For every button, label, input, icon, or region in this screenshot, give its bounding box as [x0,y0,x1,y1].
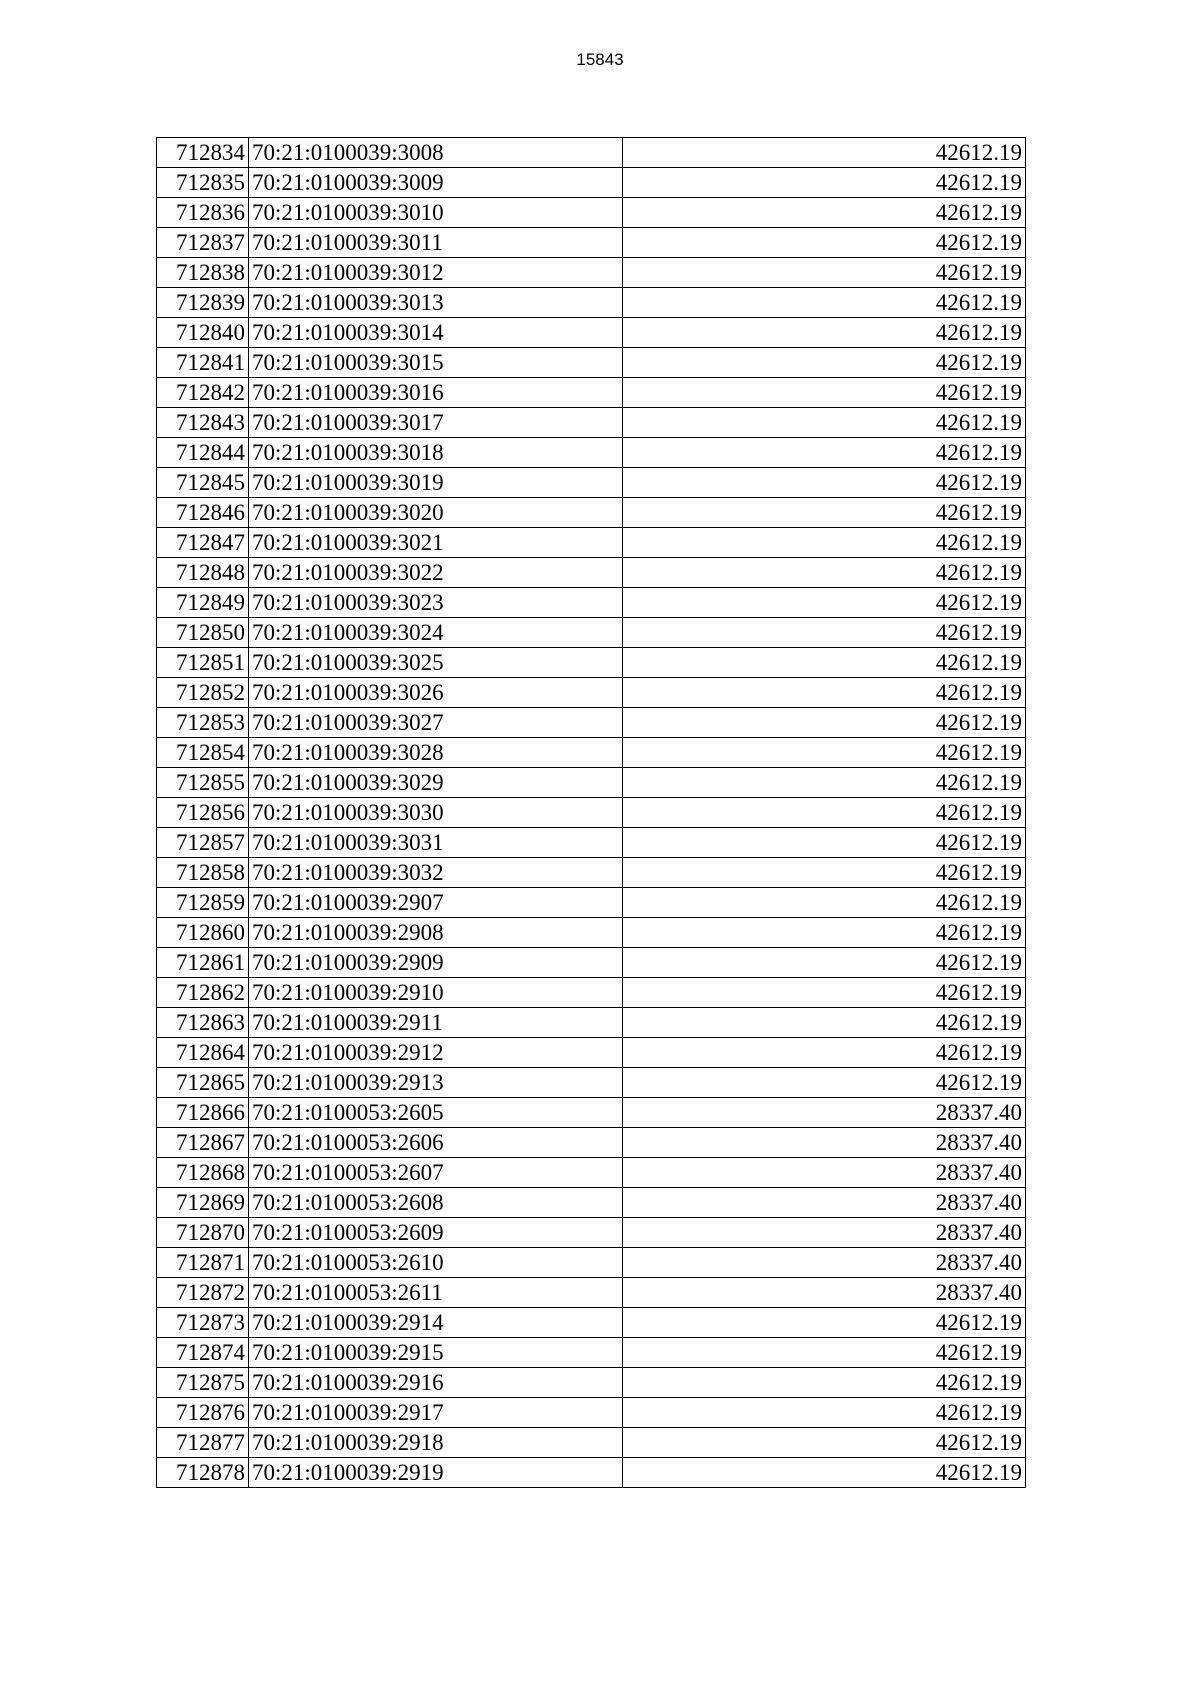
table-row [157,708,1026,738]
table-row [157,288,1026,318]
row-number-cell: 712837 [157,228,249,258]
table-row [157,1008,1026,1038]
table-row [157,1428,1026,1458]
value-cell: 42612.19 [623,738,1026,768]
value-cell: 42612.19 [623,918,1026,948]
table-row [157,1158,1026,1188]
cadastral-number-cell: 70:21:0100053:2606 [249,1128,623,1158]
cadastral-number-cell: 70:21:0100039:2917 [249,1398,623,1428]
table-row [157,1308,1026,1338]
row-number-cell: 712869 [157,1188,249,1218]
row-number-cell: 712864 [157,1038,249,1068]
cadastral-number-cell: 70:21:0100039:3016 [249,378,623,408]
cadastral-number-cell: 70:21:0100039:3010 [249,198,623,228]
cadastral-number-cell: 70:21:0100039:3017 [249,408,623,438]
cadastral-number-cell: 70:21:0100039:3032 [249,858,623,888]
table-row [157,858,1026,888]
row-number-cell: 712862 [157,978,249,1008]
table-row [157,618,1026,648]
table-row [157,678,1026,708]
value-cell: 42612.19 [623,288,1026,318]
value-cell: 28337.40 [623,1188,1026,1218]
value-cell: 42612.19 [623,708,1026,738]
table-row [157,1368,1026,1398]
cadastral-number-cell: 70:21:0100039:3015 [249,348,623,378]
cadastral-number-cell: 70:21:0100039:3009 [249,168,623,198]
cadastral-number-cell: 70:21:0100039:3028 [249,738,623,768]
cadastral-number-cell: 70:21:0100039:3027 [249,708,623,738]
table-row [157,1038,1026,1068]
table-row [157,1278,1026,1308]
row-number-cell: 712872 [157,1278,249,1308]
row-number-cell: 712845 [157,468,249,498]
row-number-cell: 712874 [157,1338,249,1368]
value-cell: 42612.19 [623,1338,1026,1368]
row-number-cell: 712855 [157,768,249,798]
row-number-cell: 712861 [157,948,249,978]
row-number-cell: 712867 [157,1128,249,1158]
row-number-cell: 712848 [157,558,249,588]
row-number-cell: 712850 [157,618,249,648]
cadastral-number-cell: 70:21:0100039:3018 [249,438,623,468]
table-row [157,1248,1026,1278]
row-number-cell: 712838 [157,258,249,288]
cadastral-number-cell: 70:21:0100039:3026 [249,678,623,708]
table-row [157,1098,1026,1128]
cadastral-number-cell: 70:21:0100053:2608 [249,1188,623,1218]
cadastral-number-cell: 70:21:0100039:3025 [249,648,623,678]
cadastral-number-cell: 70:21:0100039:2912 [249,1038,623,1068]
row-number-cell: 712846 [157,498,249,528]
row-number-cell: 712841 [157,348,249,378]
value-cell: 42612.19 [623,198,1026,228]
table-row [157,468,1026,498]
table-row [157,498,1026,528]
row-number-cell: 712851 [157,648,249,678]
row-number-cell: 712875 [157,1368,249,1398]
value-cell: 28337.40 [623,1158,1026,1188]
value-cell: 42612.19 [623,648,1026,678]
value-cell: 42612.19 [623,558,1026,588]
value-cell: 42612.19 [623,618,1026,648]
cadastral-number-cell: 70:21:0100039:2915 [249,1338,623,1368]
table-row [157,378,1026,408]
table-row [157,798,1026,828]
cadastral-number-cell: 70:21:0100039:3030 [249,798,623,828]
cadastral-number-cell: 70:21:0100039:2918 [249,1428,623,1458]
cadastral-number-cell: 70:21:0100039:3029 [249,768,623,798]
value-cell: 42612.19 [623,1368,1026,1398]
value-cell: 42612.19 [623,318,1026,348]
cadastral-number-cell: 70:21:0100039:3013 [249,288,623,318]
row-number-cell: 712854 [157,738,249,768]
value-cell: 42612.19 [623,498,1026,528]
table-row [157,408,1026,438]
table-row [157,828,1026,858]
table-row [157,1218,1026,1248]
value-cell: 42612.19 [623,378,1026,408]
table-row [157,168,1026,198]
value-cell: 42612.19 [623,798,1026,828]
row-number-cell: 712839 [157,288,249,318]
row-number-cell: 712877 [157,1428,249,1458]
row-number-cell: 712876 [157,1398,249,1428]
cadastral-number-cell: 70:21:0100039:3024 [249,618,623,648]
cadastral-number-cell: 70:21:0100039:2916 [249,1368,623,1398]
row-number-cell: 712868 [157,1158,249,1188]
value-cell: 42612.19 [623,828,1026,858]
row-number-cell: 712873 [157,1308,249,1338]
value-cell: 42612.19 [623,408,1026,438]
cadastral-number-cell: 70:21:0100039:2914 [249,1308,623,1338]
table-row [157,648,1026,678]
row-number-cell: 712860 [157,918,249,948]
row-number-cell: 712843 [157,408,249,438]
value-cell: 28337.40 [623,1098,1026,1128]
table-row [157,318,1026,348]
cadastral-number-cell: 70:21:0100039:3020 [249,498,623,528]
cadastral-number-cell: 70:21:0100039:2908 [249,918,623,948]
row-number-cell: 712835 [157,168,249,198]
value-cell: 42612.19 [623,138,1026,168]
cadastral-number-cell: 70:21:0100053:2609 [249,1218,623,1248]
table-row [157,348,1026,378]
value-cell: 28337.40 [623,1128,1026,1158]
cadastral-number-cell: 70:21:0100039:2910 [249,978,623,1008]
row-number-cell: 712857 [157,828,249,858]
table-row [157,1128,1026,1158]
table-row [157,588,1026,618]
table-row [157,258,1026,288]
row-number-cell: 712863 [157,1008,249,1038]
value-cell: 42612.19 [623,228,1026,258]
cadastral-number-cell: 70:21:0100039:3012 [249,258,623,288]
cadastral-number-cell: 70:21:0100039:3022 [249,558,623,588]
registry-table [156,137,1026,1488]
value-cell: 42612.19 [623,438,1026,468]
row-number-cell: 712878 [157,1458,249,1488]
value-cell: 42612.19 [623,768,1026,798]
row-number-cell: 712859 [157,888,249,918]
cadastral-number-cell: 70:21:0100039:3021 [249,528,623,558]
table-row [157,1458,1026,1488]
value-cell: 42612.19 [623,678,1026,708]
cadastral-number-cell: 70:21:0100039:3008 [249,138,623,168]
cadastral-number-cell: 70:21:0100053:2611 [249,1278,623,1308]
cadastral-number-cell: 70:21:0100039:3031 [249,828,623,858]
value-cell: 28337.40 [623,1278,1026,1308]
row-number-cell: 712858 [157,858,249,888]
page-number: 15843 [576,50,624,69]
cadastral-number-cell: 70:21:0100039:2919 [249,1458,623,1488]
value-cell: 42612.19 [623,978,1026,1008]
registry-table-body [157,138,1026,1488]
table-row [157,768,1026,798]
table-row [157,1338,1026,1368]
table-row [157,528,1026,558]
row-number-cell: 712871 [157,1248,249,1278]
value-cell: 42612.19 [623,258,1026,288]
table-row [157,558,1026,588]
table-row [157,978,1026,1008]
cadastral-number-cell: 70:21:0100039:3019 [249,468,623,498]
cadastral-number-cell: 70:21:0100039:3014 [249,318,623,348]
value-cell: 42612.19 [623,348,1026,378]
table-row [157,1188,1026,1218]
cadastral-number-cell: 70:21:0100039:3023 [249,588,623,618]
value-cell: 42612.19 [623,168,1026,198]
table-row [157,918,1026,948]
value-cell: 42612.19 [623,528,1026,558]
value-cell: 42612.19 [623,588,1026,618]
cadastral-number-cell: 70:21:0100053:2607 [249,1158,623,1188]
table-row [157,738,1026,768]
row-number-cell: 712836 [157,198,249,228]
cadastral-number-cell: 70:21:0100039:2907 [249,888,623,918]
table-row [157,228,1026,258]
table-row [157,438,1026,468]
row-number-cell: 712834 [157,138,249,168]
value-cell: 42612.19 [623,468,1026,498]
value-cell: 42612.19 [623,1038,1026,1068]
row-number-cell: 712847 [157,528,249,558]
row-number-cell: 712844 [157,438,249,468]
table-row [157,1398,1026,1428]
value-cell: 42612.19 [623,1398,1026,1428]
table-row [157,1068,1026,1098]
table-row [157,888,1026,918]
value-cell: 42612.19 [623,1308,1026,1338]
row-number-cell: 712865 [157,1068,249,1098]
row-number-cell: 712856 [157,798,249,828]
value-cell: 28337.40 [623,1248,1026,1278]
cadastral-number-cell: 70:21:0100039:3011 [249,228,623,258]
cadastral-number-cell: 70:21:0100053:2610 [249,1248,623,1278]
value-cell: 42612.19 [623,1428,1026,1458]
table-row [157,948,1026,978]
row-number-cell: 712852 [157,678,249,708]
row-number-cell: 712853 [157,708,249,738]
value-cell: 42612.19 [623,1068,1026,1098]
value-cell: 42612.19 [623,1458,1026,1488]
value-cell: 42612.19 [623,1008,1026,1038]
cadastral-number-cell: 70:21:0100039:2911 [249,1008,623,1038]
value-cell: 42612.19 [623,888,1026,918]
row-number-cell: 712870 [157,1218,249,1248]
table-row [157,198,1026,228]
row-number-cell: 712866 [157,1098,249,1128]
table-row [157,138,1026,168]
cadastral-number-cell: 70:21:0100039:2913 [249,1068,623,1098]
row-number-cell: 712840 [157,318,249,348]
value-cell: 42612.19 [623,858,1026,888]
cadastral-number-cell: 70:21:0100039:2909 [249,948,623,978]
row-number-cell: 712849 [157,588,249,618]
value-cell: 28337.40 [623,1218,1026,1248]
cadastral-number-cell: 70:21:0100053:2605 [249,1098,623,1128]
row-number-cell: 712842 [157,378,249,408]
value-cell: 42612.19 [623,948,1026,978]
